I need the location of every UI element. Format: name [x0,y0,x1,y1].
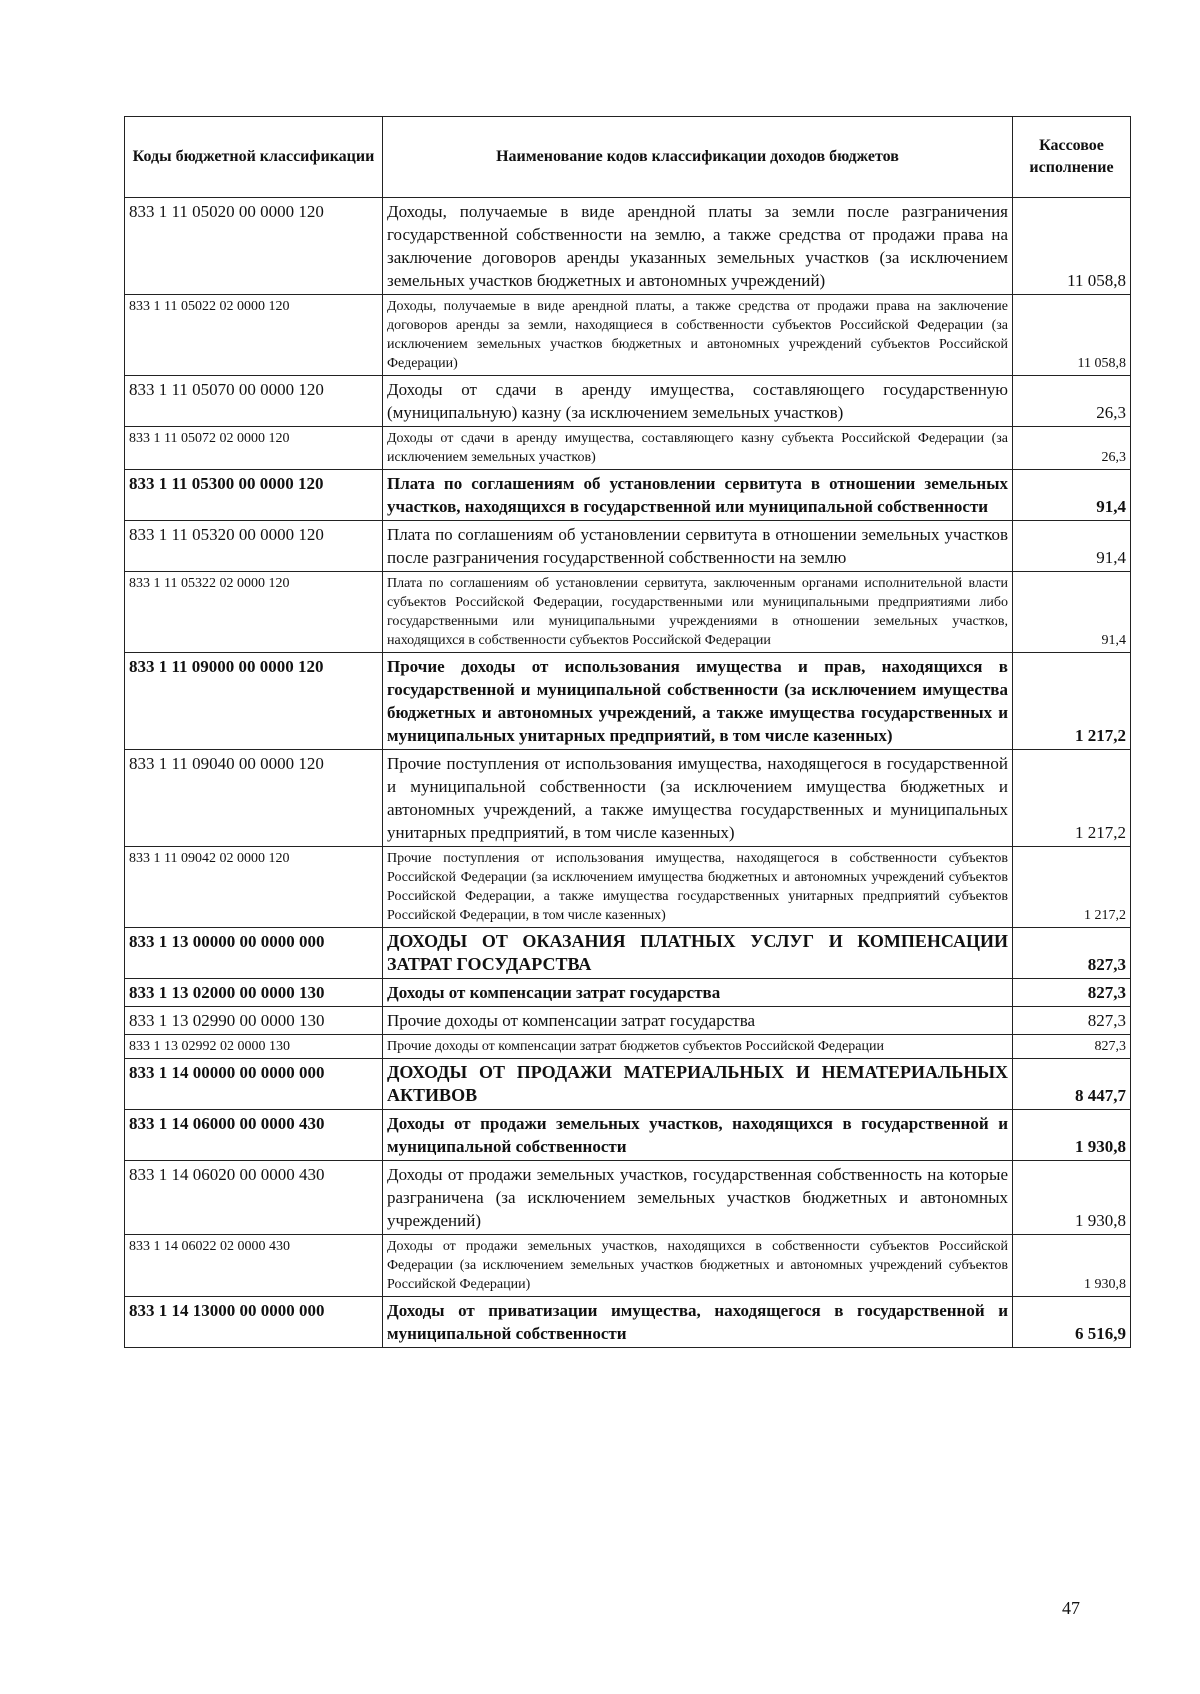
row-code: 833 1 13 02992 02 0000 130 [125,1035,383,1059]
row-amount: 1 930,8 [1013,1110,1131,1161]
row-amount: 827,3 [1013,1035,1131,1059]
row-amount: 827,3 [1013,979,1131,1007]
row-amount: 1 930,8 [1013,1161,1131,1235]
table-row [125,653,1131,750]
table-row [125,521,1131,572]
row-code: 833 1 14 13000 00 0000 000 [125,1297,383,1348]
row-name: Плата по соглашениям об установлении сервитута, заключенным органами исполнительной власти субъектов Российской Федерации, государственными или муниципальными предприятиями либо государственными или муниципальными учреждениями в отношении земельных участков, находящихся в собственности субъектов Российской Федерации [383,572,1013,653]
table-header [125,117,1131,198]
table-row [125,376,1131,427]
row-amount: 11 058,8 [1013,295,1131,376]
table-row [125,572,1131,653]
row-code: 833 1 11 05070 00 0000 120 [125,376,383,427]
table-row [125,1035,1131,1059]
row-amount: 26,3 [1013,427,1131,470]
table-row [125,1110,1131,1161]
row-name: Доходы от продажи земельных участков, государственная собственность на которые разграничена (за исключением земельных участков бюджетных и автономных учреждений) [383,1161,1013,1235]
row-name: Доходы от компенсации затрат государства [383,979,1013,1007]
row-name: Прочие доходы от компенсации затрат бюджетов субъектов Российской Федерации [383,1035,1013,1059]
row-code: 833 1 11 05300 00 0000 120 [125,470,383,521]
row-code: 833 1 13 00000 00 0000 000 [125,928,383,979]
row-code: 833 1 11 09000 00 0000 120 [125,653,383,750]
row-amount: 827,3 [1013,1007,1131,1035]
table-row [125,295,1131,376]
row-code: 833 1 14 00000 00 0000 000 [125,1059,383,1110]
row-code: 833 1 11 09042 02 0000 120 [125,847,383,928]
row-amount: 1 217,2 [1013,750,1131,847]
table-row [125,470,1131,521]
table-row [125,847,1131,928]
row-code: 833 1 11 05320 00 0000 120 [125,521,383,572]
row-name: Доходы от приватизации имущества, находящегося в государственной и муниципальной собственности [383,1297,1013,1348]
row-name: Доходы от продажи земельных участков, находящихся в государственной и муниципальной собственности [383,1110,1013,1161]
row-code: 833 1 11 05322 02 0000 120 [125,572,383,653]
row-name: Доходы от сдачи в аренду имущества, составляющего казну субъекта Российской Федерации (за исключением земельных участков) [383,427,1013,470]
row-code: 833 1 11 09040 00 0000 120 [125,750,383,847]
row-amount: 91,4 [1013,521,1131,572]
row-code: 833 1 14 06020 00 0000 430 [125,1161,383,1235]
row-name: Доходы, получаемые в виде арендной платы за земли после разграничения государственной собственности на землю, а также средства от продажи права на заключение договоров аренды указанных земельных участков (за исключением земельных участков бюджетных и автономных учреждений) [383,198,1013,295]
row-name: Плата по соглашениям об установлении сервитута в отношении земельных участков после разграничения государственной собственности на землю [383,521,1013,572]
header-name: Наименование кодов классификации доходов бюджетов [383,117,1013,198]
row-name: Доходы, получаемые в виде арендной платы, а также средства от продажи права на заключение договоров аренды за земли, находящиеся в собственности субъектов Российской Федерации (за исключением земельных участков бюджетных и автономных учреждений субъектов Российской Федерации) [383,295,1013,376]
row-name: Доходы от сдачи в аренду имущества, составляющего государственную (муниципальную) казну (за исключением земельных участков) [383,376,1013,427]
row-name: ДОХОДЫ ОТ ОКАЗАНИЯ ПЛАТНЫХ УСЛУГ И КОМПЕНСАЦИИ ЗАТРАТ ГОСУДАРСТВА [383,928,1013,979]
row-amount: 91,4 [1013,470,1131,521]
row-name: ДОХОДЫ ОТ ПРОДАЖИ МАТЕРИАЛЬНЫХ И НЕМАТЕРИАЛЬНЫХ АКТИВОВ [383,1059,1013,1110]
table-row [125,979,1131,1007]
table-row [125,1235,1131,1297]
header-amount: Кассовое исполнение [1013,117,1131,198]
table-row [125,1297,1131,1348]
row-amount: 1 217,2 [1013,653,1131,750]
table-row [125,1007,1131,1035]
table-row [125,198,1131,295]
row-amount: 6 516,9 [1013,1297,1131,1348]
row-code: 833 1 11 05020 00 0000 120 [125,198,383,295]
row-amount: 1 930,8 [1013,1235,1131,1297]
table-row [125,1161,1131,1235]
header-codes: Коды бюджетной классификации [125,117,383,198]
row-code: 833 1 11 05022 02 0000 120 [125,295,383,376]
row-name: Прочие поступления от использования имущества, находящегося в собственности субъектов Российской Федерации (за исключением имущества бюджетных и автономных учреждений субъектов Российской Федерации, а также имущества государственных унитарных предприятий субъектов Российской Федерации, в том числе казенных) [383,847,1013,928]
revenue-table [124,116,1131,1348]
row-amount: 1 217,2 [1013,847,1131,928]
row-name: Прочие поступления от использования имущества, находящегося в государственной и муниципальной собственности (за исключением имущества бюджетных и автономных учреждений, а также имущества государственных и муниципальных унитарных предприятий, в том числе казенных) [383,750,1013,847]
row-code: 833 1 14 06000 00 0000 430 [125,1110,383,1161]
document-page [124,116,1130,1348]
row-amount: 827,3 [1013,928,1131,979]
row-name: Прочие доходы от компенсации затрат государства [383,1007,1013,1035]
row-name: Доходы от продажи земельных участков, находящихся в собственности субъектов Российской Федерации (за исключением земельных участков бюджетных и автономных учреждений субъектов Российской Федерации) [383,1235,1013,1297]
page-number: 47 [1062,1598,1080,1618]
table-row [125,928,1131,979]
row-amount: 11 058,8 [1013,198,1131,295]
row-name: Плата по соглашениям об установлении сервитута в отношении земельных участков, находящихся в государственной или муниципальной собственности [383,470,1013,521]
row-code: 833 1 11 05072 02 0000 120 [125,427,383,470]
row-amount: 8 447,7 [1013,1059,1131,1110]
row-code: 833 1 13 02990 00 0000 130 [125,1007,383,1035]
row-code: 833 1 13 02000 00 0000 130 [125,979,383,1007]
row-amount: 91,4 [1013,572,1131,653]
table-row [125,750,1131,847]
table-row [125,1059,1131,1110]
table-row [125,427,1131,470]
row-code: 833 1 14 06022 02 0000 430 [125,1235,383,1297]
row-name: Прочие доходы от использования имущества и прав, находящихся в государственной и муниципальной собственности (за исключением имущества бюджетных и автономных учреждений, а также имущества государственных и муниципальных унитарных предприятий, в том числе казенных) [383,653,1013,750]
row-amount: 26,3 [1013,376,1131,427]
